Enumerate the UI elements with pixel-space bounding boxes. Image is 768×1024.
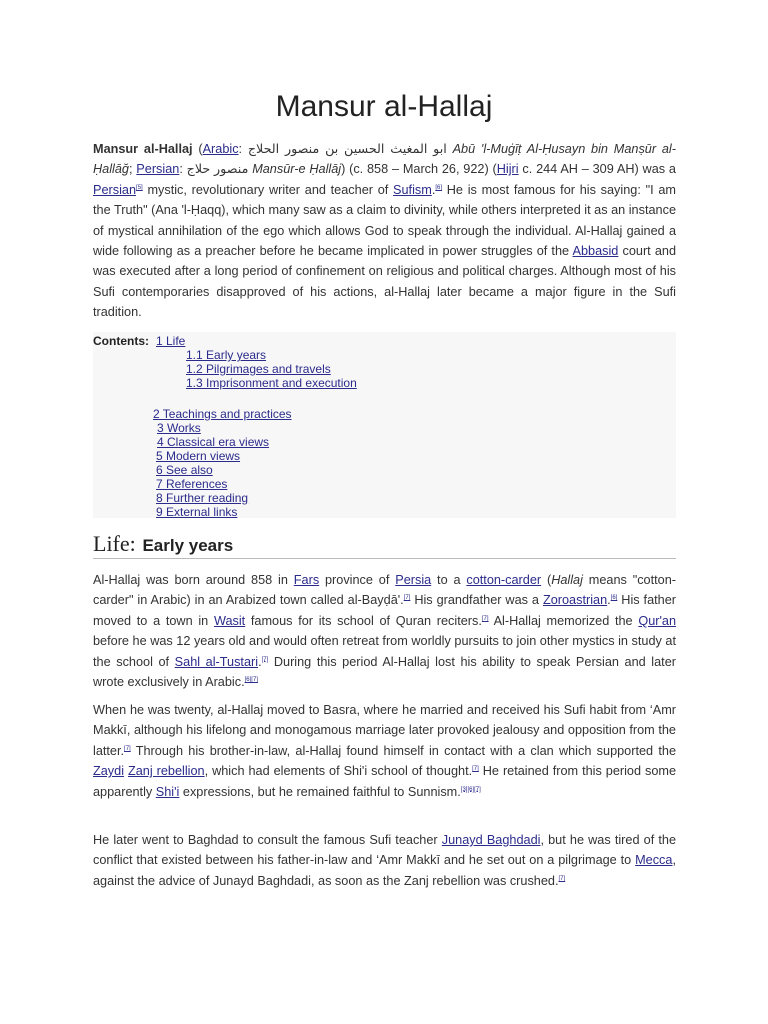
persian-link[interactable]: Persian	[136, 162, 180, 177]
toc-item-classical-views[interactable]: 4 Classical era views	[157, 435, 270, 449]
toc-item-see-also[interactable]: 6 See also	[156, 463, 213, 477]
junayd-baghdadi-link[interactable]: Junayd Baghdadi	[441, 833, 541, 847]
cotton-carder-link[interactable]: cotton-carder	[466, 573, 542, 587]
toc-item-external-links[interactable]: 9 External links	[156, 505, 238, 519]
toc-item-teachings[interactable]: 2 Teachings and practices	[153, 407, 292, 421]
p1-text: before he was 12 years old and would often retreat from worldly pursuits to join other mystics in study at the school of	[93, 634, 676, 669]
arabic-transliteration: Abū 'l-Muġīṭ Al-Ḥusayn bin Manṣūr al-Ḥallāğ	[93, 142, 676, 177]
p1-text: (	[546, 573, 552, 587]
toc-item-references[interactable]: 7 References	[156, 477, 228, 491]
p1-text: Al-Hallaj memorized the	[493, 613, 633, 628]
reference-link[interactable]: [6]	[435, 184, 443, 191]
toc-label: Contents:	[93, 334, 149, 348]
wasit-link[interactable]: Wasit	[213, 613, 246, 628]
p2-text: Through his brother-in-law, al-Hallaj found himself in contact with a clan which supported the	[135, 743, 677, 758]
persia-link[interactable]: Persia	[395, 573, 432, 587]
quran-link[interactable]: Qur'an	[638, 613, 677, 628]
p2-text: expressions, but he remained faithful to Sunnism.	[182, 784, 461, 799]
hijri-link[interactable]: Hijri	[496, 162, 519, 177]
persian-name-text: منصور حلاج	[186, 162, 249, 177]
reference-link[interactable]: [7]	[481, 615, 489, 622]
intro-paragraph: Mansur al-Hallaj (Arabic: ابو المغيث الحسين بن منصور الحلاج Abū 'l-Muġīṭ Al-Ḥusayn bin Manṣūr al-Ḥallāğ; Persian: منصور حلاج Mansūr-e Ḥallāj) (c. 858 – March 26, 922) (Hijri c. 244 AH – 309 AH) was a Persian[5] mystic, revolutionary writer and teacher of Sufism.[6] He is most famous for his saying: "I am the Truth" (Ana 'l-Ḥaqq), which many saw as a claim to divinity, while others interpreted it as an instance of mystical annihilation of the ego which allows God to speak through the individual. Al-Hallaj gained a wide following as a preacher before he became implicated in power struggles of the Abbasid court and was executed after a long period of confinement on religious and political charges. Although most of his Sufi contemporaries disapproved of his actions, al-Hallaj later became a major figure in the Sufi tradition.	[93, 142, 676, 320]
reference-link[interactable]: [7]	[558, 875, 566, 882]
p2-text: , which had elements of Shi'i school of thought.	[204, 764, 473, 779]
p1-text: During this period Al-Hallaj lost his ability to speak Persian and later wrote exclusively in Arabic.	[93, 654, 676, 690]
persian-transliteration: Mansūr-e Ḥallāj	[252, 162, 342, 177]
intro-text-4: court and was executed after a long period of confinement on religious and political charges. Although most of his Sufi contemporaries disapproved of his actions, al-Hallaj later became a major figure in the Sufi tradition.	[93, 244, 676, 320]
section-heading-early-years: Early years	[142, 536, 234, 555]
toc-item-imprisonment[interactable]: 1.3 Imprisonment and execution	[186, 376, 357, 390]
abbasid-link[interactable]: Abbasid	[572, 244, 619, 259]
reference-link[interactable]: [7]	[124, 745, 131, 752]
p3-text: , against the advice of Junayd Baghdadi, as soon as the Zanj rebellion was crushed.	[93, 853, 676, 888]
toc-item-pilgrimages[interactable]: 1.2 Pilgrimages and travels	[186, 362, 331, 376]
hijri-dates: c. 244 AH – 309 AH)	[522, 162, 639, 177]
intro-text-1: was a	[642, 162, 676, 177]
reference-link[interactable]: [5]	[136, 184, 143, 191]
p2-text: He retained from this period some apparently	[93, 764, 677, 799]
persian-nationality-link[interactable]: Persian	[93, 182, 137, 197]
toc-item-further-reading[interactable]: 8 Further reading	[156, 491, 249, 505]
zaydi-link[interactable]: Zaydi	[93, 764, 125, 779]
p1-text: Al-Hallaj was born around 858 in	[93, 573, 288, 587]
p1-text: means "cotton-carder" in Arabic) in an Arabized town called al-Bayḍā'.	[93, 573, 676, 608]
shii-link[interactable]: Shi'i	[155, 784, 180, 799]
toc-item-modern-views[interactable]: 5 Modern views	[156, 449, 241, 463]
reference-link[interactable]: [6]	[610, 595, 618, 602]
p1-text: famous for its school of Quran reciters.	[250, 613, 482, 628]
page-title: Mansur al-Hallaj	[275, 90, 493, 123]
early-years-paragraph-2	[93, 700, 676, 802]
subject-name: Mansur al-Hallaj	[93, 142, 193, 156]
reference-link[interactable]: [7]	[403, 595, 411, 602]
reference-link[interactable]: [7]	[472, 765, 479, 772]
mecca-link[interactable]: Mecca	[635, 853, 673, 868]
reference-link[interactable]: [3][6][7]	[460, 786, 481, 793]
early-years-paragraph-1: Al-Hallaj was born around 858 in Fars province of Persia to a cotton-carder (Hallaj means "cotton-carder" in Arabic) in an Arabized town called al-Bayḍā'.[7] His grandfather was a Zoroastrian.[6] His father moved to a town in Wasit famous for its school of Quran reciters.[7] Al-Hallaj memorized the Qur'an before he was 12 years old and would often retreat from worldly pursuits to join other mystics in study at the school of Sahl al-Tustari.[7] During this period Al-Hallaj lost his ability to speak Persian and later wrote exclusively in Arabic.[6][7]	[93, 573, 677, 690]
life-dates: (c. 858 – March 26, 922)	[349, 162, 489, 177]
arabic-link[interactable]: Arabic	[202, 142, 239, 156]
toc-item-works[interactable]: 3 Works	[157, 421, 201, 435]
p1-text: to a	[437, 573, 461, 587]
section-heading	[93, 530, 676, 559]
p3-text: , but he was tired of the conflict that existed between his father-in-law and ‘Amr Makkī and he set out on a pilgrimage to	[93, 833, 676, 868]
arabic-name-text: ابو المغيث الحسين بن منصور الحلاج	[247, 142, 447, 156]
sahl-al-tustari-link[interactable]: Sahl al-Tustari	[174, 654, 259, 669]
hallaj-term: Hallaj	[551, 573, 583, 587]
early-years-paragraph-3	[93, 830, 676, 891]
p1-text: His father moved to a town in	[93, 593, 676, 628]
intro-text-3: He is most famous for his saying: "I am the Truth" (Ana 'l-Ḥaqq), which many saw as a claim to divinity, while others interpreted it as an instance of mystical annihilation of the ego which allows God to speak through the individual. Al-Hallaj gained a wide following as a preacher before he became implicated in power struggles of the	[93, 182, 676, 259]
p1-text: His grandfather was a	[414, 593, 539, 608]
zoroastrian-link[interactable]: Zoroastrian	[542, 593, 608, 608]
toc-item-early-years[interactable]: 1.1 Early years	[186, 348, 267, 362]
p2-text: When he was twenty, al-Hallaj moved to Basra, where he married and received his Sufi habit from ‘Amr Makkī, although his lifelong and monogamous marriage later provoked jealousy and opposition from the latter.	[93, 703, 676, 758]
table-of-contents	[93, 332, 676, 518]
reference-link[interactable]: [6][7]	[244, 676, 258, 683]
section-heading-life: Life:	[93, 531, 136, 556]
p3-text: He later went to Baghdad to consult the famous Sufi teacher	[93, 833, 438, 847]
intro-text-2: mystic, revolutionary writer and teacher of	[147, 182, 389, 197]
reference-link[interactable]: [7]	[261, 656, 269, 663]
p1-text: province of	[325, 573, 390, 587]
toc-item-life[interactable]: 1 Life	[156, 334, 186, 348]
sufism-link[interactable]: Sufism	[393, 182, 432, 197]
zanj-rebellion-link[interactable]: Zanj rebellion	[128, 764, 205, 779]
fars-link[interactable]: Fars	[293, 573, 320, 587]
